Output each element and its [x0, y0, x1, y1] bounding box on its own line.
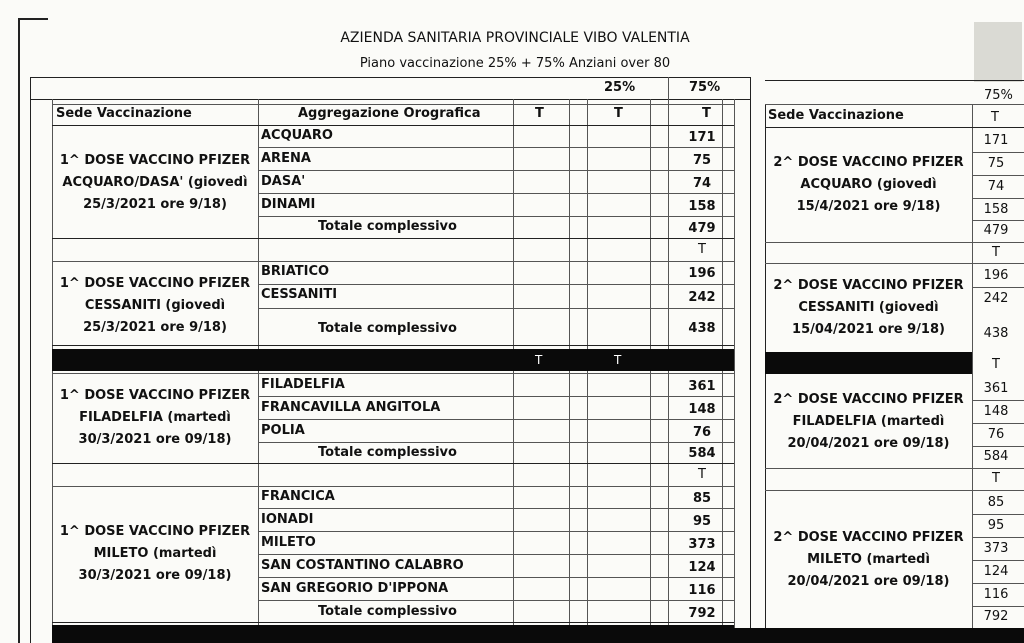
- row-name-0-3: DINAMI: [261, 197, 316, 212]
- rule-0-4: [258, 216, 734, 217]
- row-name-3-1: IONADI: [261, 512, 314, 527]
- rule-3-1: [258, 508, 734, 509]
- rule-2-3: [258, 442, 734, 443]
- right-value-3-4: 116: [983, 587, 1009, 602]
- row-value-1-1: 242: [688, 290, 716, 305]
- row-value-0-2: 74: [692, 176, 712, 191]
- right-total-0: 479: [983, 223, 1009, 238]
- right-num-rule-j: [972, 537, 1024, 538]
- right-value-2-0: 361: [983, 381, 1009, 396]
- rule-0-3: [258, 193, 734, 194]
- rule-2-1: [258, 396, 734, 397]
- col-sep-t2a: [587, 99, 588, 643]
- org-title: AZIENDA SANITARIA PROVINCIALE VIBO VALENTIA: [340, 30, 690, 46]
- row-name-2-1: FRANCAVILLA ANGITOLA: [261, 400, 441, 415]
- right-value-0-3: 158: [983, 202, 1009, 217]
- row-value-2-1: 148: [688, 402, 716, 417]
- total-value-2: 584: [688, 446, 716, 461]
- col-sep-t1b: [569, 99, 570, 643]
- rule-1-end: [52, 345, 734, 346]
- left-table-left-edge: [30, 77, 31, 643]
- col-header-aggregazione: Aggregazione Orografica: [298, 106, 481, 121]
- right-t-marker-3: T: [992, 471, 1000, 486]
- row-value-0-3: 158: [688, 199, 716, 214]
- rule-sep-1: [52, 261, 734, 262]
- black-separator-right: [765, 352, 972, 374]
- row-name-1-1: CESSANITI: [261, 287, 338, 302]
- right-value-0-2: 74: [987, 179, 1005, 194]
- rule-3-5: [258, 600, 734, 601]
- sede-block-3: 1^ DOSE VACCINO PFIZER MILETO (martedì 30/3/2021 ore 09/18): [59, 524, 251, 583]
- scan-shade: [974, 22, 1022, 82]
- sede2-block-1: 2^ DOSE VACCINO PFIZER CESSANITI (giovedì 15/04/2021 ore 9/18): [773, 278, 964, 337]
- row-name-2-0: FILADELFIA: [261, 377, 345, 392]
- right-header-top-rule: [765, 104, 1024, 105]
- right-value-1-0: 196: [983, 268, 1009, 283]
- rule-0-end: [52, 238, 734, 239]
- right-header-bottom-rule: [765, 127, 1024, 128]
- right-value-2-1: 148: [983, 404, 1009, 419]
- total-value-3: 792: [688, 606, 716, 621]
- total-value-1: 438: [688, 321, 716, 336]
- right-num-rule-a: [972, 152, 1024, 153]
- top-rule-left: [30, 77, 750, 78]
- col-header-t1: T: [535, 106, 544, 121]
- row-name-3-0: FRANCICA: [261, 489, 335, 504]
- t-marker-1: T: [698, 242, 706, 257]
- right-num-rule-i: [972, 514, 1024, 515]
- pct-rule: [30, 99, 750, 100]
- rule-0-1: [258, 147, 734, 148]
- frame-left-line: [18, 18, 20, 643]
- sede2-block-0: 2^ DOSE VACCINO PFIZER ACQUARO (giovedì 15/4/2021 ore 9/18): [773, 155, 964, 214]
- frame-top-line: [18, 18, 48, 20]
- header-bottom-rule: [52, 125, 734, 126]
- right-rule-sep-2: [765, 490, 1024, 491]
- right-rule-0-end: [765, 242, 1024, 243]
- right-value-1-1: 242: [983, 291, 1009, 306]
- row-name-2-2: POLIA: [261, 423, 305, 438]
- pct-25-label: 25%: [604, 80, 636, 95]
- row-name-0-0: ACQUARO: [261, 128, 333, 143]
- row-name-3-2: MILETO: [261, 535, 316, 550]
- row-name-1-0: BRIATICO: [261, 264, 330, 279]
- sede-block-1: 1^ DOSE VACCINO PFIZER CESSANITI (giovedì 25/3/2021 ore 9/18): [59, 276, 251, 335]
- col-header-sede: Sede Vaccinazione: [56, 106, 192, 121]
- col-sep-t3b: [722, 99, 723, 643]
- left-table-right-edge: [750, 77, 751, 643]
- right-num-rule-k: [972, 560, 1024, 561]
- total-value-0: 479: [688, 221, 716, 236]
- right-total-3: 792: [983, 609, 1009, 624]
- right-value-3-0: 85: [987, 495, 1005, 510]
- black-separator-1: [52, 349, 734, 371]
- right-value-0-1: 75: [987, 156, 1005, 171]
- right-num-rule-m: [972, 606, 1024, 607]
- right-value-3-1: 95: [987, 518, 1005, 533]
- right-col-header-t: T: [991, 110, 999, 125]
- total-label-2: Totale complessivo: [318, 445, 457, 460]
- right-rule-sep-1: [765, 263, 1024, 264]
- row-name-0-1: ARENA: [261, 151, 311, 166]
- col-header-t2: T: [614, 106, 623, 121]
- rule-2-2: [258, 419, 734, 420]
- rule-3-4: [258, 577, 734, 578]
- sede-block-2: 1^ DOSE VACCINO PFIZER FILADELFIA (martedì 30/3/2021 ore 09/18): [59, 388, 251, 447]
- row-value-2-2: 76: [692, 425, 712, 440]
- rule-sep-2: [52, 486, 734, 487]
- rule-1-1: [258, 284, 734, 285]
- row-value-3-4: 116: [688, 583, 716, 598]
- col-sep-t2b: [650, 99, 651, 643]
- right-value-3-2: 373: [983, 541, 1009, 556]
- sede2-block-3: 2^ DOSE VACCINO PFIZER MILETO (martedì 20/04/2021 ore 09/18): [773, 530, 964, 589]
- right-num-rule-f: [972, 400, 1024, 401]
- col-sep-t1a: [513, 99, 514, 643]
- black-t-1: T: [535, 353, 543, 367]
- right-value-2-2: 76: [987, 427, 1005, 442]
- right-t-marker-2: T: [992, 357, 1000, 372]
- row-value-3-0: 85: [692, 491, 712, 506]
- right-num-rule-c: [972, 198, 1024, 199]
- right-num-rule-g: [972, 423, 1024, 424]
- rule-3-end: [52, 622, 734, 623]
- sede2-block-2: 2^ DOSE VACCINO PFIZER FILADELFIA (martedì 20/04/2021 ore 09/18): [773, 392, 964, 451]
- t-marker-3: T: [698, 467, 706, 482]
- right-rule-2-end: [765, 468, 1024, 469]
- row-value-3-1: 95: [692, 514, 712, 529]
- rule-3-2: [258, 531, 734, 532]
- header-top-rule: [52, 104, 734, 105]
- right-num-rule-l: [972, 583, 1024, 584]
- row-value-1-0: 196: [688, 266, 716, 281]
- black-separator-bottom: [52, 625, 734, 643]
- row-value-0-0: 171: [688, 130, 716, 145]
- right-num-rule-e: [972, 287, 1024, 288]
- rule-2-0: [52, 373, 734, 374]
- row-value-3-3: 124: [688, 560, 716, 575]
- top-rule-right: [765, 80, 1024, 81]
- right-value-3-3: 124: [983, 564, 1009, 579]
- col-sep-t3c: [734, 99, 735, 643]
- right-t-marker-1: T: [992, 245, 1000, 260]
- col-sep-agg: [258, 99, 259, 643]
- rule-2-end: [52, 463, 734, 464]
- plan-subtitle: Piano vaccinazione 25% + 75% Anziani over 80: [359, 56, 671, 71]
- right-num-rule-b: [972, 175, 1024, 176]
- right-total-2: 584: [983, 449, 1009, 464]
- black-t-2: T: [614, 353, 622, 367]
- rule-1-2: [258, 308, 734, 309]
- row-name-0-2: DASA': [261, 174, 306, 189]
- sede-block-0: 1^ DOSE VACCINO PFIZER ACQUARO/DASA' (giovedì 25/3/2021 ore 9/18): [59, 153, 251, 212]
- row-value-3-2: 373: [688, 537, 716, 552]
- rule-3-3: [258, 554, 734, 555]
- right-value-0-0: 171: [983, 133, 1009, 148]
- right-num-rule-d: [972, 220, 1024, 221]
- right-pct-label: 75%: [984, 88, 1013, 103]
- row-value-2-0: 361: [688, 379, 716, 394]
- row-name-3-4: SAN GREGORIO D'IPPONA: [261, 581, 449, 596]
- row-value-0-1: 75: [692, 153, 712, 168]
- right-num-rule-h: [972, 446, 1024, 447]
- total-label-0: Totale complessivo: [318, 219, 457, 234]
- black-separator-bottom-right: [734, 628, 1024, 643]
- rule-0-2: [258, 170, 734, 171]
- right-total-1: 438: [983, 326, 1009, 341]
- total-label-1: Totale complessivo: [318, 321, 457, 336]
- pct-75-label: 75%: [689, 80, 721, 95]
- row-name-3-3: SAN COSTANTINO CALABRO: [261, 558, 464, 573]
- total-label-3: Totale complessivo: [318, 604, 457, 619]
- right-col-sep: [972, 104, 973, 643]
- right-col-header-sede: Sede Vaccinazione: [768, 108, 904, 123]
- col-header-t3: T: [702, 106, 711, 121]
